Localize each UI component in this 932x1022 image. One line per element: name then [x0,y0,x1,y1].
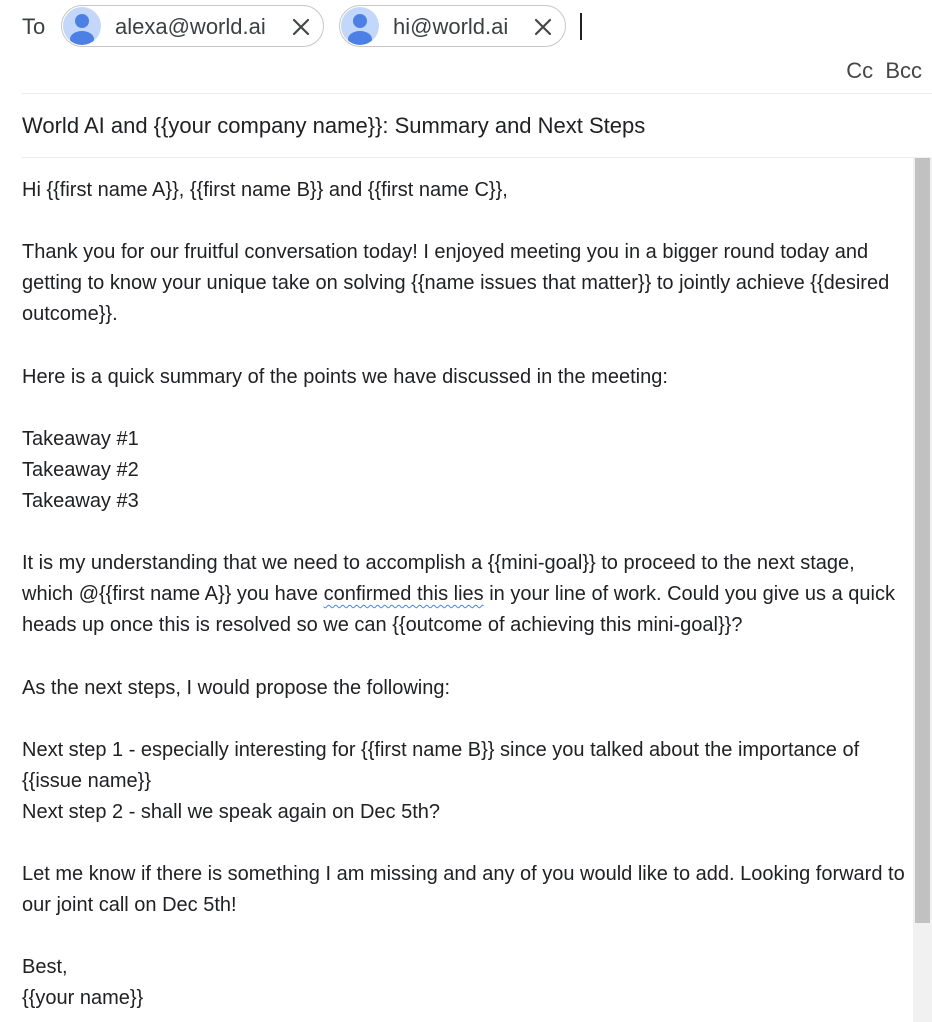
recipient-chip[interactable] [339,5,566,47]
divider [22,157,932,158]
recipient-email: alexa@world.ai [115,14,266,39]
blank-line [22,704,910,735]
subject-field[interactable]: World AI and {{your company name}}: Summary and Next Steps [22,113,646,138]
paragraph: Here is a quick summary of the points we have discussed in the meeting: [22,365,668,388]
recipient-email: hi@world.ai [393,14,509,39]
takeaway-line: Takeaway #3 [22,489,139,512]
remove-recipient-icon[interactable] [531,15,555,39]
signature: {{your name}} [22,987,144,1010]
cc-bcc-links [846,58,922,84]
blank-line [22,828,910,859]
paragraph-text: It is my understanding that we need to accomplish a {{mini-goal}} to proceed to the next stage, which @{{first name A}} you have [22,552,861,606]
paragraph: Let me know if there is something I am missing and any of you would like to add. Looking forward to our joint call on Dec 5th! [22,863,911,917]
next-step-line: Next step 2 - shall we speak again on Dec 5th? [22,800,441,823]
takeaway-line: Takeaway #1 [22,427,139,450]
greeting: Hi {{first name A}}, {{first name B}} and {{first name C}}, [22,179,508,201]
blank-line [22,393,910,424]
avatar-icon [341,7,379,45]
paragraph: As the next steps, I would propose the following: [22,676,451,699]
takeaway-line: Takeaway #2 [22,458,139,481]
scrollbar-thumb[interactable] [915,158,930,923]
remove-recipient-icon[interactable] [289,15,313,39]
to-label: To [22,14,46,39]
blank-line [22,517,910,548]
avatar-icon [63,7,101,45]
paragraph: Thank you for our fruitful conversation today! I enjoyed meeting you in a bigger round today and getting to know your unique take on solving {{name issues that matter}} to jointly achieve {{desired outcome}}. [22,241,895,326]
message-body[interactable] [22,175,910,1015]
cc-link[interactable]: Cc [846,58,874,83]
paragraph-text: in your line of work. Could you give us a quick heads up once this is resolved so we can {{outcome of achieving this mini-goal}}? [22,583,901,637]
next-step-line: Next step 1 - especially interesting for {{first name B}} since you talked about the importance of {{issue name}} [22,738,865,792]
signoff: Best, [22,956,68,979]
spellcheck-flagged-text[interactable]: confirmed this lies [323,583,484,606]
blank-line [22,206,910,237]
divider [22,93,932,94]
blank-line [22,330,910,361]
bcc-link[interactable]: Bcc [885,58,922,83]
recipient-chip[interactable] [61,5,324,47]
paragraph [22,548,910,641]
blank-line [22,641,910,672]
to-field[interactable] [0,0,932,54]
text-cursor [580,13,582,40]
blank-line [22,921,910,952]
